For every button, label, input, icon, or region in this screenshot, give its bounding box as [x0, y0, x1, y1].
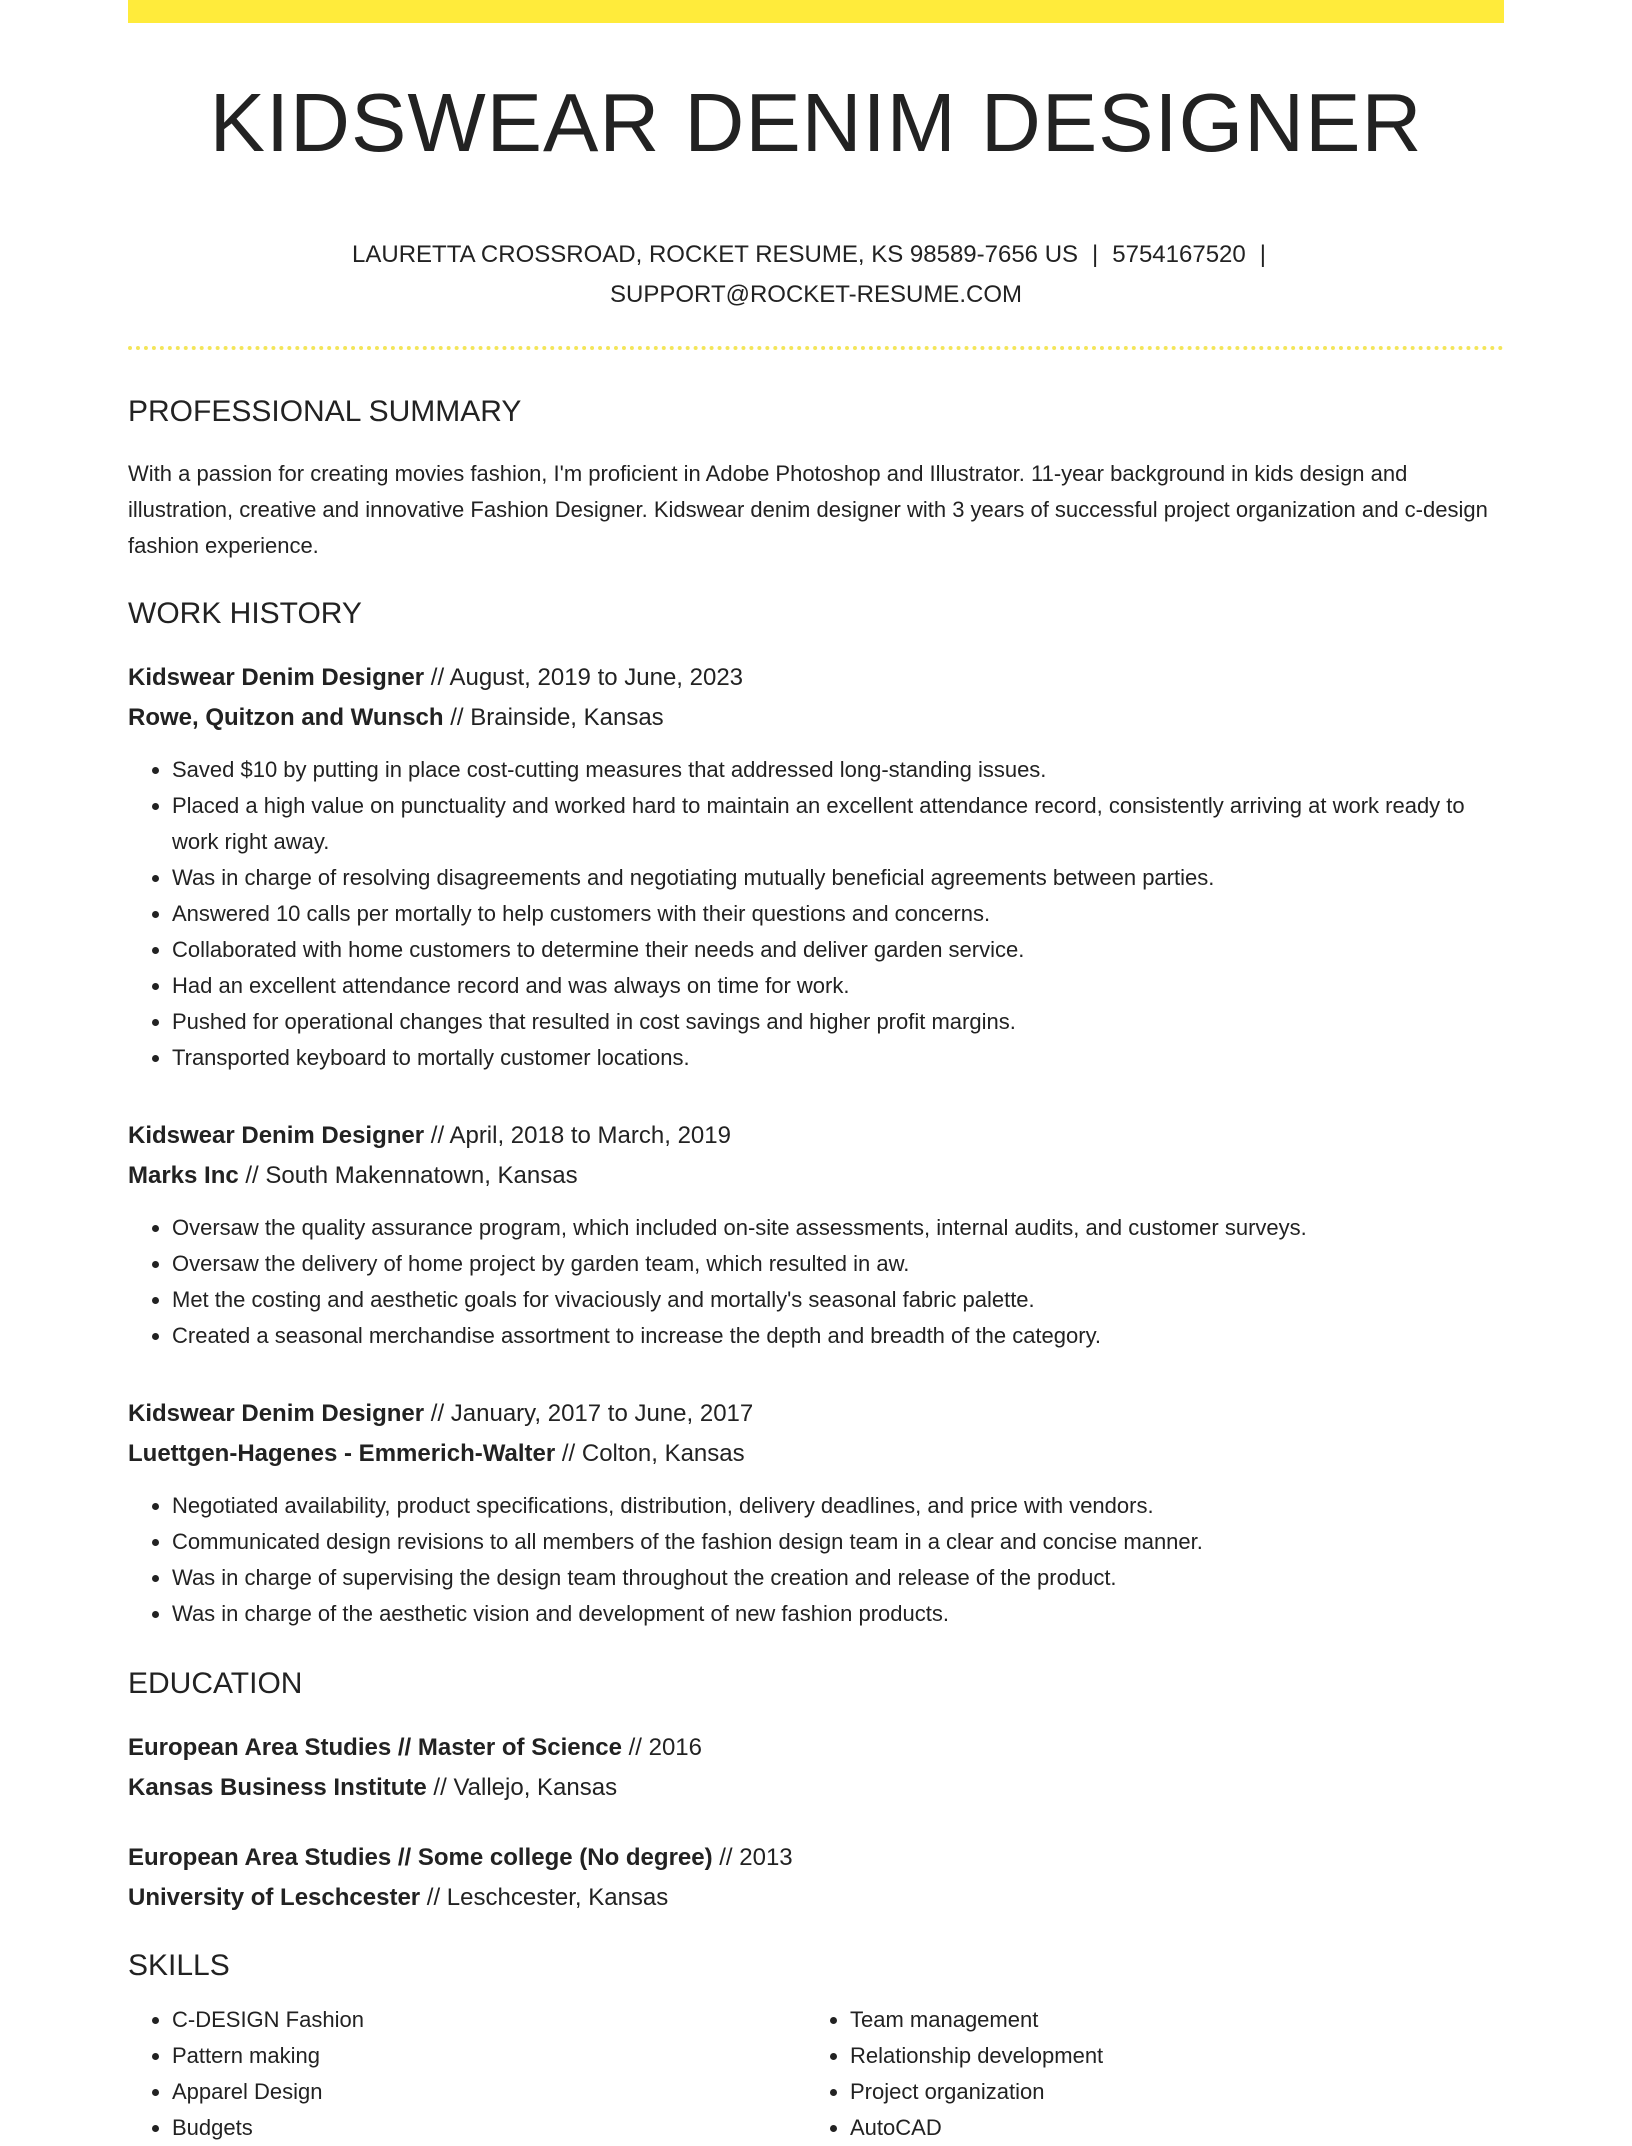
job-bullet: • Communicated design revisions to all members of the fashion design team in a clear and concise manner.	[172, 1524, 1504, 1560]
job-bullet: • Oversaw the delivery of home project by garden team, which resulted in aw.	[172, 1246, 1504, 1282]
skill-item: • Relationship development	[850, 2038, 1484, 2074]
resume-title: KIDSWEAR DENIM DESIGNER	[209, 76, 1423, 169]
skill-item: • Pattern making	[172, 2038, 806, 2074]
job-bullet: • Was in charge of resolving disagreements and negotiating mutually beneficial agreements between parties.	[172, 860, 1504, 896]
top-accent-bar	[128, 0, 1504, 23]
education-school: Kansas Business Institute	[128, 1774, 427, 1801]
contact-line-1	[128, 235, 1504, 275]
job-bullet: • Answered 10 calls per mortally to help customers with their questions and concerns.	[172, 896, 1504, 932]
education-year: // 2016	[621, 1734, 702, 1761]
skills-list-left	[128, 2002, 806, 2146]
contact-email[interactable]: SUPPORT@ROCKET-RESUME.COM	[610, 281, 1022, 308]
job-bullet: • Saved $10 by putting in place cost-cutting measures that addressed long-standing issues.	[172, 752, 1504, 788]
education-school-line	[128, 1878, 1504, 1918]
skill-item: • Team management	[850, 2002, 1484, 2038]
education-location: // Vallejo, Kansas	[426, 1774, 618, 1801]
contact-info	[128, 235, 1504, 315]
contact-separator: |	[1259, 241, 1266, 268]
job-dates: // January, 2017 to June, 2017	[424, 1400, 754, 1427]
education-school-line	[128, 1768, 1504, 1808]
education-entry	[128, 1728, 1504, 1808]
job-bullet: • Had an excellent attendance record and was always on time for work.	[172, 968, 1504, 1004]
job-role-line	[128, 1394, 1504, 1434]
education-degree: European Area Studies // Master of Science	[128, 1734, 622, 1761]
job-company-line	[128, 1434, 1504, 1474]
job-role: Kidswear Denim Designer	[128, 1400, 425, 1427]
job-bullet: • Was in charge of supervising the design team throughout the creation and release of the product.	[172, 1560, 1504, 1596]
contact-phone: 5754167520	[1112, 241, 1246, 268]
skill-item: • Budgets	[172, 2110, 806, 2146]
job-bullet: • Oversaw the quality assurance program, which included on-site assessments, internal audits, and customer surveys.	[172, 1210, 1504, 1246]
job-bullet: • Pushed for operational changes that resulted in cost savings and higher profit margins.	[172, 1004, 1504, 1040]
section-title-summary: PROFESSIONAL SUMMARY	[128, 395, 522, 428]
section-title-work-history: WORK HISTORY	[128, 597, 362, 630]
summary-text: With a passion for creating movies fashion, I'm proficient in Adobe Photoshop and Illustrator. 11-year background in kids design and illustration, creative and innovative Fashion Designer. Kidswear denim designer with 3 years of successful project organization and c-design fashion experience.	[128, 461, 1488, 558]
job-company: Rowe, Quitzon and Wunsch	[128, 704, 444, 731]
skill-item: • AutoCAD	[850, 2110, 1484, 2146]
job-company-line	[128, 1156, 1504, 1196]
resume-page	[128, 0, 1504, 2146]
job-dates: // April, 2018 to March, 2019	[424, 1122, 731, 1149]
education-degree-line	[128, 1728, 1504, 1768]
contact-separator: |	[1092, 241, 1099, 268]
job-location: // Colton, Kansas	[555, 1440, 745, 1467]
job-bullet: • Collaborated with home customers to determine their needs and deliver garden service.	[172, 932, 1504, 968]
job-entry	[128, 1394, 1504, 1632]
job-bullet: • Was in charge of the aesthetic vision and development of new fashion products.	[172, 1596, 1504, 1632]
job-role-line	[128, 1116, 1504, 1156]
job-bullets	[128, 1488, 1504, 1632]
job-bullet: • Met the costing and aesthetic goals for vivaciously and mortally's seasonal fabric palette.	[172, 1282, 1504, 1318]
skill-item: • C-DESIGN Fashion	[172, 2002, 806, 2038]
education-degree: European Area Studies // Some college (No degree)	[128, 1844, 713, 1871]
job-dates: // August, 2019 to June, 2023	[424, 664, 744, 691]
section-title-skills: SKILLS	[128, 1949, 230, 1982]
job-entry	[128, 658, 1504, 1076]
contact-line-2	[128, 275, 1504, 315]
job-role: Kidswear Denim Designer	[128, 1122, 425, 1149]
job-bullets	[128, 752, 1504, 1076]
job-bullet: • Negotiated availability, product specifications, distribution, delivery deadlines, and price with vendors.	[172, 1488, 1504, 1524]
job-company: Marks Inc	[128, 1162, 239, 1189]
job-company: Luettgen-Hagenes - Emmerich-Walter	[128, 1440, 556, 1467]
header-divider	[128, 346, 1504, 350]
job-bullets	[128, 1210, 1504, 1354]
section-title-education: EDUCATION	[128, 1667, 303, 1700]
skill-item: • Project organization	[850, 2074, 1484, 2110]
skills-list-right	[806, 2002, 1484, 2146]
skills-columns	[128, 2002, 1504, 2146]
job-bullet: • Created a seasonal merchandise assortment to increase the depth and breadth of the category.	[172, 1318, 1504, 1354]
education-location: // Leschcester, Kansas	[420, 1884, 669, 1911]
job-location: // Brainside, Kansas	[443, 704, 664, 731]
education-year: // 2013	[712, 1844, 793, 1871]
job-bullet: • Placed a high value on punctuality and worked hard to maintain an excellent attendance record, consistently arriving at work ready to work right away.	[172, 788, 1504, 860]
job-role-line	[128, 658, 1504, 698]
job-role: Kidswear Denim Designer	[128, 664, 425, 691]
education-degree-line	[128, 1838, 1504, 1878]
contact-address: LAURETTA CROSSROAD, ROCKET RESUME, KS 98589-7656 US	[352, 241, 1079, 268]
job-location: // South Makennatown, Kansas	[238, 1162, 578, 1189]
job-entry	[128, 1116, 1504, 1354]
education-entry	[128, 1838, 1504, 1918]
education-school: University of Leschcester	[128, 1884, 421, 1911]
skill-item: • Apparel Design	[172, 2074, 806, 2110]
job-company-line	[128, 698, 1504, 738]
job-bullet: • Transported keyboard to mortally customer locations.	[172, 1040, 1504, 1076]
